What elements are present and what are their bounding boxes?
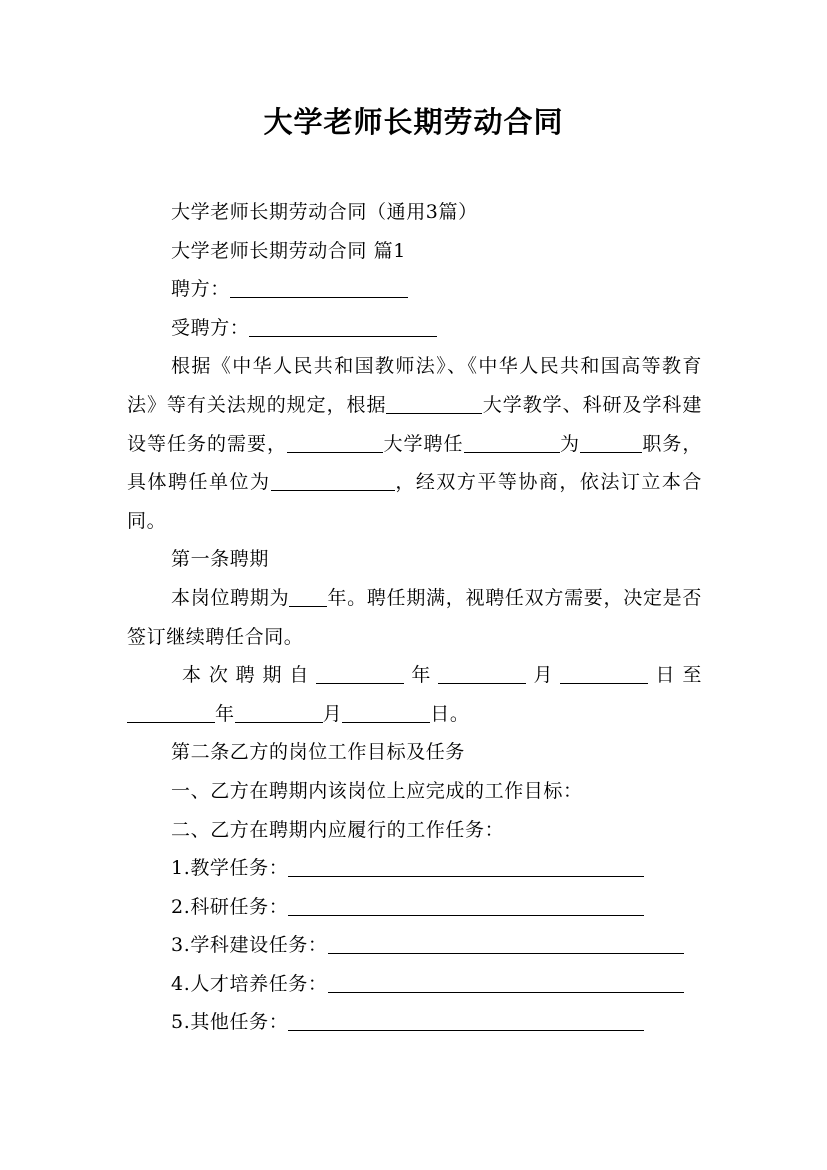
period-from: 本次聘期自 — [182, 664, 317, 687]
task-blank — [288, 893, 644, 916]
appointee-blank — [464, 430, 560, 453]
employer-line — [127, 270, 702, 309]
period-line-2 — [127, 695, 702, 734]
article2-heading: 第二条乙方的岗位工作目标及任务 — [171, 741, 466, 764]
period-year: 年 — [404, 664, 439, 687]
start-month-blank — [438, 661, 526, 684]
task-label: 5.其他任务： — [171, 1011, 289, 1034]
end-year-blank — [127, 700, 215, 723]
task-blank — [288, 1008, 644, 1031]
task-blank — [288, 854, 644, 877]
section-heading: 大学老师长期劳动合同 篇1 — [171, 239, 406, 262]
employer-label: 聘方： — [171, 278, 230, 301]
start-day-blank — [560, 661, 648, 684]
task-blank — [328, 931, 684, 954]
university-blank-2 — [287, 430, 383, 453]
term-paragraph — [127, 579, 702, 656]
task-line-research — [127, 888, 702, 927]
task-blank — [328, 970, 684, 993]
position-blank — [580, 430, 642, 453]
employee-blank — [249, 314, 437, 337]
term-text-2: 年。聘任期满，视聘任双方需要，决定是否签订继续聘任合同。 — [127, 586, 702, 648]
task-line-discipline — [127, 926, 702, 965]
period-month: 月 — [526, 664, 561, 687]
employer-blank — [230, 275, 408, 298]
years-blank — [289, 584, 327, 607]
period-end-day: 日。 — [430, 702, 470, 725]
document-title: 大学老师长期劳动合同 — [263, 105, 564, 139]
employee-line — [127, 309, 702, 348]
task-label: 1.教学任务： — [171, 857, 289, 880]
end-day-blank — [342, 700, 430, 723]
basis-text-5: 职务，具体聘任单位为 — [127, 432, 702, 494]
task-label: 3.学科建设任务： — [171, 934, 328, 957]
term-text-1: 本岗位聘期为 — [171, 586, 290, 609]
period-line-1 — [127, 656, 702, 695]
task-line-other — [127, 1003, 702, 1042]
task-item: 二、乙方在聘期内应履行的工作任务： — [171, 818, 505, 841]
task-line-teaching — [127, 849, 702, 888]
end-month-blank — [235, 700, 323, 723]
subtitle-line: 大学老师长期劳动合同（通用3篇） — [171, 201, 478, 223]
basis-text-1: 根据《中华人民共和国教师法》、《中华人民共和国高等教育法》等有关法规的规定，根据 — [127, 355, 702, 416]
article1-heading: 第一条聘期 — [171, 548, 270, 571]
task-label: 2.科研任务： — [171, 895, 289, 918]
university-blank — [386, 391, 482, 414]
task-label: 4.人才培养任务： — [171, 972, 328, 995]
period-end-month: 月 — [322, 702, 343, 725]
unit-blank — [271, 468, 395, 491]
basis-text-6: ，经双方平等协商，依法订立本合同。 — [127, 471, 702, 532]
basis-text-3: 大学聘任 — [383, 432, 464, 455]
document-body — [127, 193, 702, 1042]
basis-text-4: 为 — [559, 432, 580, 455]
goal-item: 一、乙方在聘期内该岗位上应完成的工作目标： — [171, 779, 583, 802]
start-year-blank — [316, 661, 404, 684]
basis-paragraph — [127, 347, 702, 540]
task-line-talent — [127, 965, 702, 1004]
employee-label: 受聘方： — [171, 316, 250, 339]
period-day-to: 日至 — [648, 664, 702, 687]
basis-text-2: 大学教学、科研及学科建设等任务的需要， — [127, 393, 702, 455]
period-end-year: 年 — [215, 702, 235, 725]
